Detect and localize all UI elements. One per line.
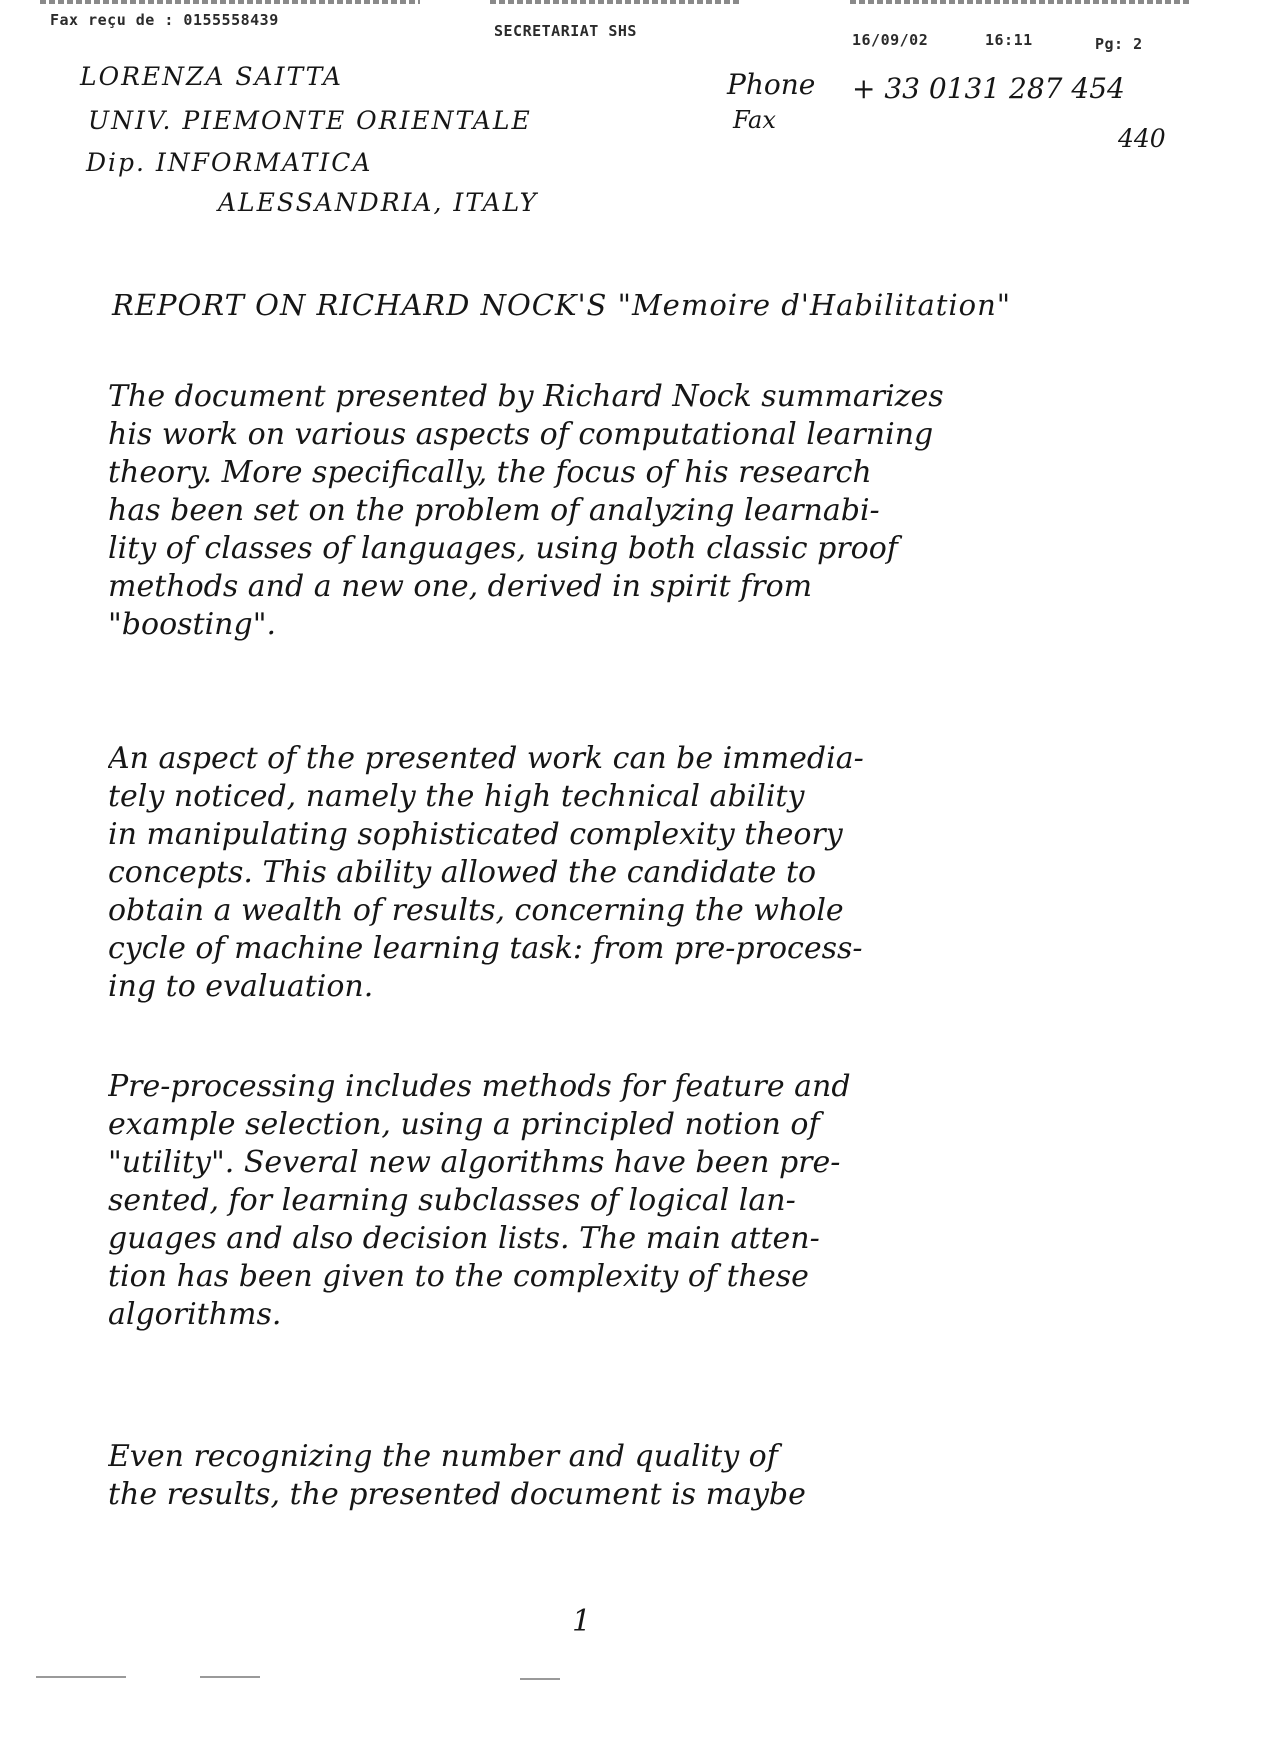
paragraph-line: theory. More specifically, the focus of his research [108,455,872,490]
paragraph-line: algorithms. [108,1297,282,1332]
sender-university: UNIV. PIEMONTE ORIENTALE [88,106,532,135]
page-number: 1 [572,1604,592,1639]
fax-noise-strip [40,0,420,4]
paragraph-line: concepts. This ability allowed the candidate to [108,855,817,890]
scan-speck [520,1678,560,1680]
sender-department: Dip. INFORMATICA [86,148,373,177]
sender-name: LORENZA SAITTA [80,62,343,91]
phone-number: + 33 0131 287 454 [852,72,1125,105]
paragraph-2 [108,740,1208,1006]
paragraph-line: The document presented by Richard Nock summarizes [108,379,944,414]
fax-label: Fax [733,106,776,134]
paragraph-line: Even recognizing the number and quality of [108,1439,778,1474]
paragraph-line: guages and also decision lists. The main atten- [108,1221,820,1256]
paragraph-4 [108,1438,1208,1514]
paragraph-line: the results, the presented document is maybe [108,1477,806,1512]
paragraph-line: his work on various aspects of computational learning [108,417,934,452]
fax-noise-strip [490,0,740,4]
paragraph-line: tion has been given to the complexity of these [108,1259,809,1294]
paragraph-line: "boosting". [108,607,277,642]
paragraph-line: Pre-processing includes methods for feature and [108,1069,851,1104]
paragraph-line: "utility". Several new algorithms have been pre- [108,1145,841,1180]
report-title: REPORT ON RICHARD NOCK'S "Memoire d'Habilitation" [112,288,1012,322]
fax-page: Pg: 2 [1095,35,1143,53]
fax-time: 16:11 [985,31,1033,49]
fax-header [0,0,1276,52]
scan-speck [200,1676,260,1678]
paragraph-line: has been set on the problem of analyzing learnabi- [108,493,880,528]
sender-city: ALESSANDRIA, ITALY [218,188,539,217]
paragraph-line: ing to evaluation. [108,969,374,1004]
fax-number: 440 [1118,124,1166,153]
scan-speck [36,1676,126,1678]
paragraph-line: in manipulating sophisticated complexity theory [108,817,843,852]
phone-label: Phone [727,68,816,101]
fax-date: 16/09/02 [852,31,929,49]
paragraph-line: example selection, using a principled notion of [108,1107,820,1142]
paragraph-line: sented, for learning subclasses of logical lan- [108,1183,796,1218]
fax-noise-strip [850,0,1190,4]
paragraph-line: obtain a wealth of results, concerning the whole [108,893,844,928]
paragraph-line: An aspect of the presented work can be immedia- [108,741,864,776]
paragraph-line: lity of classes of languages, using both classic proof [108,531,898,566]
fax-received-from: Fax reçu de : 0155558439 [50,11,279,29]
paragraph-line: methods and a new one, derived in spirit from [108,569,813,604]
fax-sender-label: SECRETARIAT SHS [494,22,637,40]
paragraph-line: tely noticed, namely the high technical ability [108,779,805,814]
paragraph-1 [108,378,1208,644]
paragraph-line: cycle of machine learning task: from pre-process- [108,931,863,966]
paragraph-3 [108,1068,1208,1334]
